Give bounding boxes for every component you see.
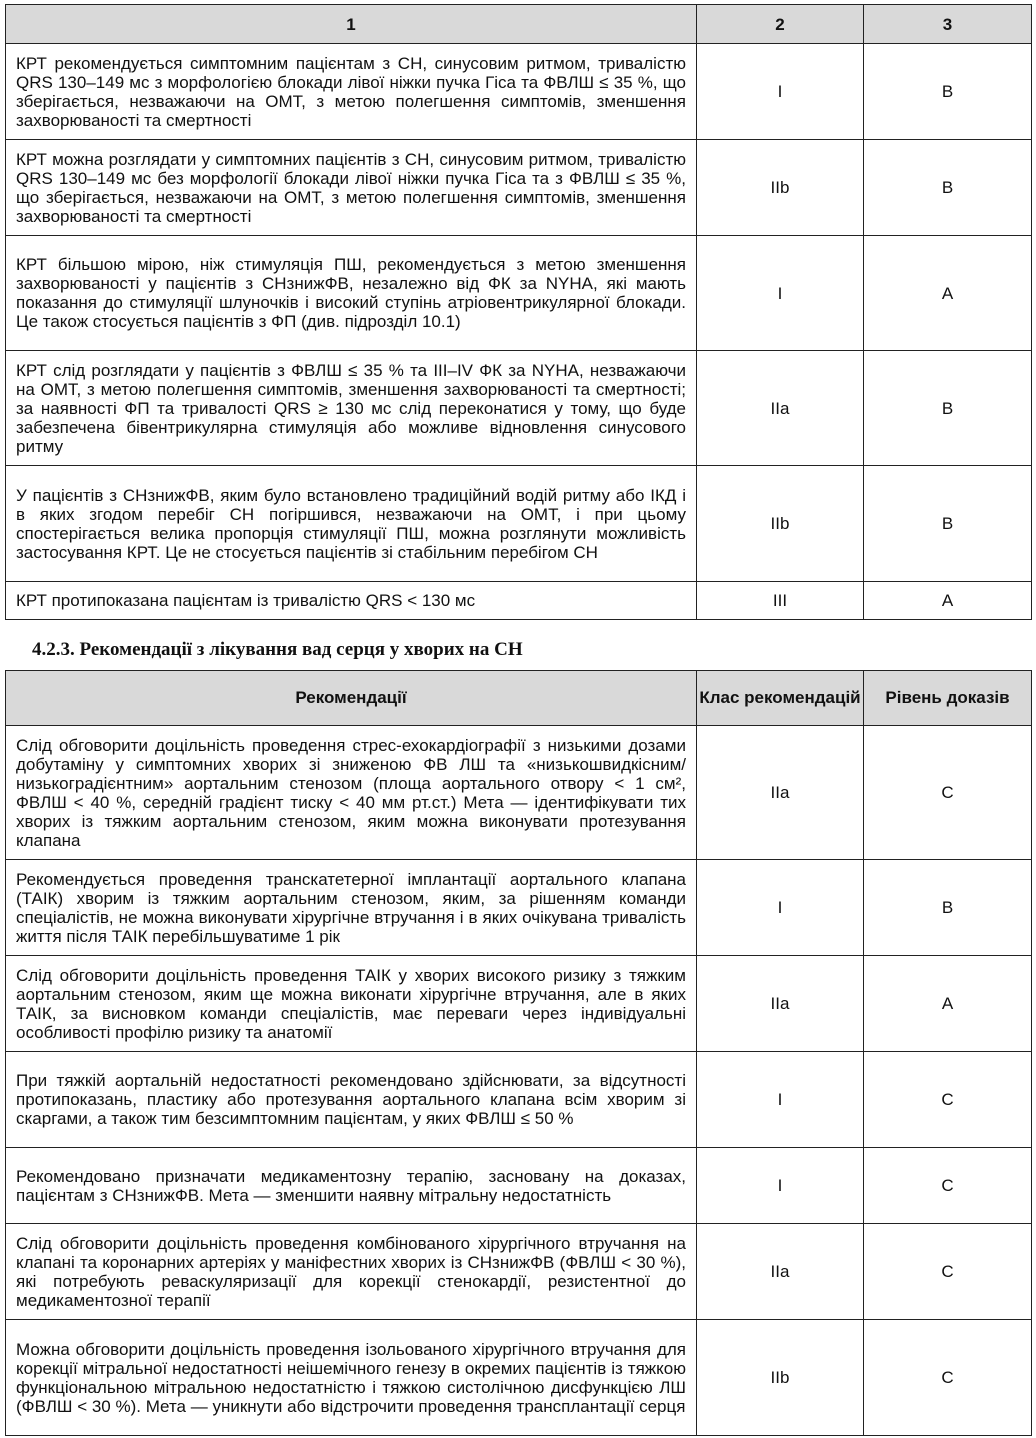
evidence-level: B: [864, 466, 1032, 582]
recommendation-text: Слід обговорити доцільність проведення ТАІК у хворих високого ризику з тяжким аортальним стенозом, яким ще можна виконати хірургічне втручання, але в яких ТАІК, за висновком команди спеціалістів, має переваги через індивідуальні особливості профілю ризику та анатомії: [6, 956, 697, 1052]
evidence-level: C: [864, 726, 1032, 860]
recommendation-text: Рекомендується проведення транскатетерної імплантації аортального клапана (ТАІК) хворим із тяжким аортальним стенозом, яким, за рішенням команди спеціалістів, не можна виконувати хірургічне втручання і в яких очікувана тривалість життя після ТАІК перебільшуватиме 1 рік: [6, 860, 697, 956]
recommendation-text: При тяжкій аортальній недостатності рекомендовано здійснювати, за відсутності протипоказань, пластику або протезування аортального клапана всім хворим зі скаргами, а також тим безсимптомним пацієнтам, у яких ФВЛШ ≤ 50 %: [6, 1052, 697, 1148]
table-row: [6, 1148, 1032, 1224]
table-row: [6, 466, 1032, 582]
recommendation-text: Слід обговорити доцільність проведення стрес-ехокардіографії з низькими дозами добутаміну у симптомних хворих зі зниженою ФВ ЛШ та «низькошвидкісним/низькоградієнтним» аортальним стенозом (площа аортального отвору < 1 см², ФВЛШ < 40 %, середній градієнт тиску < 40 мм рт.ст.) Мета — ідентифікувати тих хворих із тяжким аортальним стенозом, яким можна виконувати протезування клапана: [6, 726, 697, 860]
recommendation-text: КРТ рекомендується симптомним пацієнтам з СН, синусовим ритмом, тривалістю QRS 130–149 мс з морфологією блокади лівої ніжки пучка Гіса та ФВЛШ ≤ 35 %, що зберігається, незважаючи на ОМТ, з метою полегшення симптомів, зменшення захворюваності та смертності: [6, 44, 697, 140]
recommendation-class: IIa: [697, 956, 864, 1052]
evidence-level: C: [864, 1148, 1032, 1224]
recommendation-class: IIa: [697, 1224, 864, 1320]
evidence-level: A: [864, 582, 1032, 620]
column-header-class: Клас рекомендацій: [697, 671, 864, 726]
table-row: [6, 956, 1032, 1052]
evidence-level: B: [864, 351, 1032, 466]
recommendation-text: КРТ можна розглядати у симптомних пацієнтів з СН, синусовим ритмом, тривалістю QRS 130–149 мс без морфології блокади лівої ніжки пучка Гіса та з ФВЛШ ≤ 35 %, що зберігається, незважаючи на ОМТ, з метою полегшення симптомів, зменшення захворюваності та смертності: [6, 140, 697, 236]
recommendation-class: IIb: [697, 140, 864, 236]
recommendations-table-1: [5, 4, 1032, 620]
recommendation-class: I: [697, 860, 864, 956]
table-header-row: [6, 671, 1032, 726]
column-header: 3: [864, 5, 1032, 44]
recommendation-class: III: [697, 582, 864, 620]
evidence-level: A: [864, 236, 1032, 351]
table-row: [6, 1320, 1032, 1436]
table-row: [6, 1052, 1032, 1148]
recommendation-text: Слід обговорити доцільність проведення комбінованого хірургічного втручання на клапані та коронарних артеріях у маніфестних хворих із СНзнижФВ (ФВЛШ < 30 %), які потребують реваскуляризації для корекції стенокардії, резистентної до медикаментозної терапії: [6, 1224, 697, 1320]
column-header: 1: [6, 5, 697, 44]
recommendation-class: I: [697, 1148, 864, 1224]
evidence-level: A: [864, 956, 1032, 1052]
recommendation-text: КРТ протипоказана пацієнтам із тривалістю QRS < 130 мс: [6, 582, 697, 620]
evidence-level: B: [864, 44, 1032, 140]
column-header-recommendations: Рекомендації: [6, 671, 697, 726]
recommendation-class: IIb: [697, 1320, 864, 1436]
recommendations-table-2: [5, 670, 1032, 1436]
evidence-level: C: [864, 1052, 1032, 1148]
table-row: [6, 351, 1032, 466]
evidence-level: C: [864, 1320, 1032, 1436]
recommendation-text: КРТ слід розглядати у пацієнтів з ФВЛШ ≤ 35 % та III–IV ФК за NYHA, незважаючи на ОМТ, з метою полегшення симптомів, зменшення захворюваності та смертності; за наявності ФП та тривалості QRS ≥ 130 мс слід переконатися у тому, що буде забезпечена бівентрикулярна стимуляція або можливе відновлення синусового ритму: [6, 351, 697, 466]
evidence-level: B: [864, 860, 1032, 956]
recommendation-class: I: [697, 44, 864, 140]
recommendation-class: IIb: [697, 466, 864, 582]
recommendation-class: IIa: [697, 351, 864, 466]
table-row: [6, 1224, 1032, 1320]
table-row: [6, 44, 1032, 140]
column-header-evidence: Рівень доказів: [864, 671, 1032, 726]
recommendation-text: КРТ більшою мірою, ніж стимуляція ПШ, рекомендується з метою зменшення захворюваності у пацієнтів з СНзнижФВ, незалежно від ФК за NYHA, які мають показання до стимуляції шлуночків і високий ступінь атріовентрикулярної блокади. Це також стосується пацієнтів з ФП (див. підрозділ 10.1): [6, 236, 697, 351]
table-row: [6, 140, 1032, 236]
recommendation-class: IIa: [697, 726, 864, 860]
recommendation-text: Рекомендовано призначати медикаментозну терапію, засновану на доказах, пацієнтам з СНзнижФВ. Мета — зменшити наявну мітральну недостатність: [6, 1148, 697, 1224]
recommendation-class: I: [697, 236, 864, 351]
recommendation-text: Можна обговорити доцільність проведення ізольованого хірургічного втручання для корекції мітральної недостатності неішемічного генезу в окремих пацієнтів із тяжкою функціональною мітральною недостатністю і тяжкою систолічною дисфункцією ЛШ (ФВЛШ < 30 %). Мета — уникнути або відстрочити проведення трансплантації серця: [6, 1320, 697, 1436]
table-header-row: [6, 5, 1032, 44]
recommendation-class: I: [697, 1052, 864, 1148]
recommendation-text: У пацієнтів з СНзнижФВ, яким було встановлено традиційний водій ритму або ІКД і в яких згодом перебіг СН погіршився, незважаючи на ОМТ, і при цьому спостерігається велика пропорція стимуляції ПШ, можна розглянути можливість застосування КРТ. Це не стосується пацієнтів зі стабільним перебігом СН: [6, 466, 697, 582]
table-row: [6, 726, 1032, 860]
table-row: [6, 860, 1032, 956]
section-title: 4.2.3. Рекомендації з лікування вад серця у хворих на СН: [32, 639, 523, 660]
column-header: 2: [697, 5, 864, 44]
table-row: [6, 582, 1032, 620]
table-row: [6, 236, 1032, 351]
evidence-level: B: [864, 140, 1032, 236]
evidence-level: C: [864, 1224, 1032, 1320]
